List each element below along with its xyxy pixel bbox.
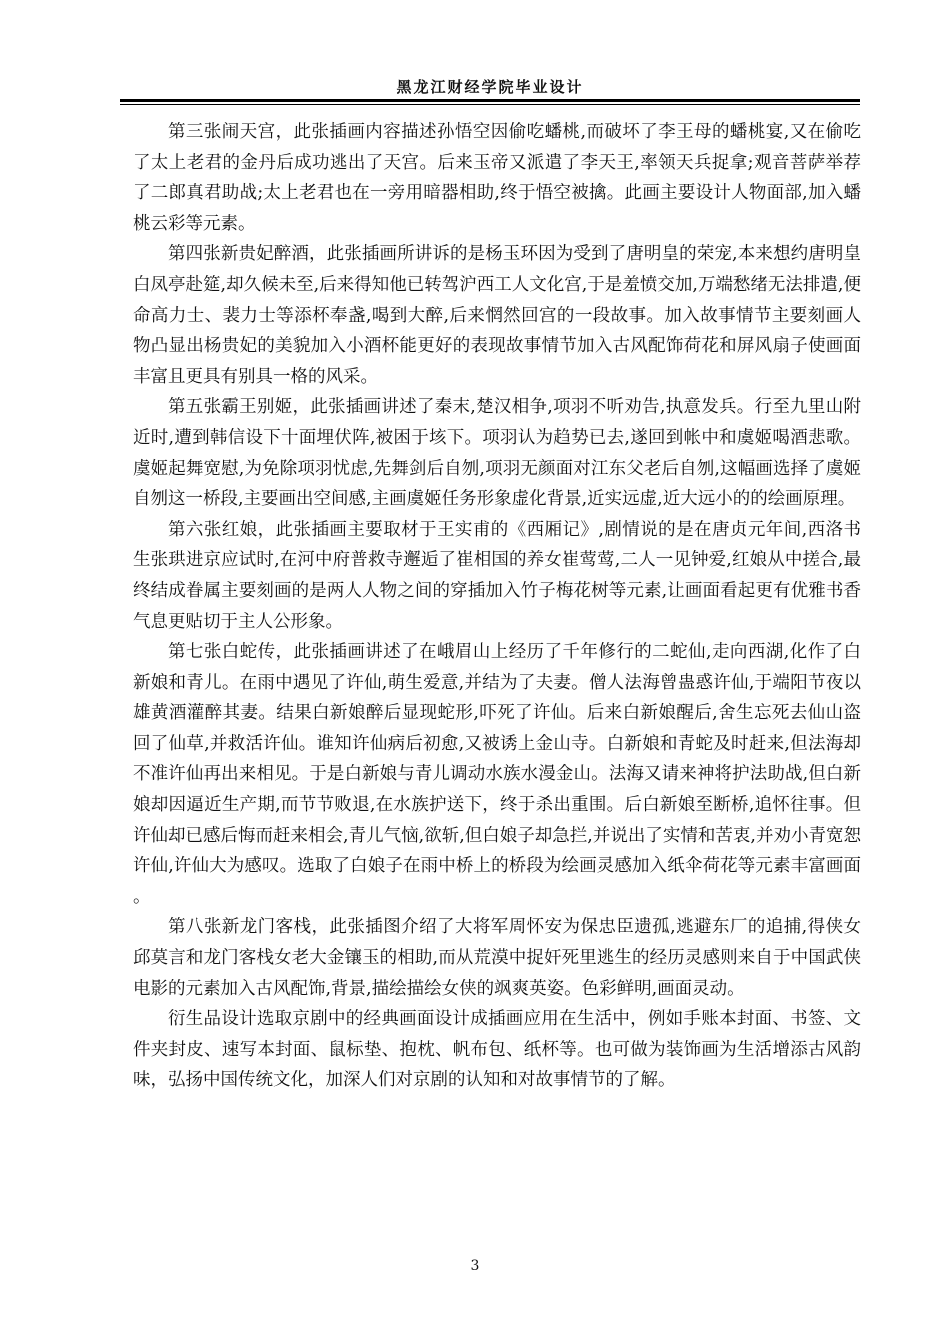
- paragraph-sixth-illustration: 第六张红娘，此张插画主要取材于王实甫的《西厢记》,剧情说的是在唐贞元年间,西洛书生张珙进京应试时,在河中府普救寺邂逅了崔相国的养女崔莺莺,二人一见钟爱,红娘从中搓合,最终结成眷属主要刻画的是两人人物之间的穿插加入竹子梅花树等元素,让画面看起更有优雅书香气息更贴切于主人公形象。: [133, 519, 861, 632]
- page-number: 3: [470, 1258, 480, 1274]
- paragraph-seventh-illustration: 第七张白蛇传，此张插画讲述了在峨眉山上经历了千年修行的二蛇仙,走向西湖,化作了白新娘和青儿。在雨中遇见了许仙,萌生爱意,并结为了夫妻。僧人法海曾蛊惑许仙,于端阳节夜以雄黄酒灌醉其妻。结果白新娘醉后显现蛇形,吓死了许仙。后来白新娘醒后,舍生忘死去仙山盗回了仙草,并救活许仙。谁知许仙病后初愈,又被诱上金山寺。白新娘和青蛇及时赶来,但法海却不准许仙再出来相见。于是白新娘与青儿调动水族水漫金山。法海又请来神将护法助战,但白新娘却因逼近生产期,而节节败退,在水族护送下，终于杀出重围。后白新娘至断桥,追怀往事。但许仙却已感后悔而赶来相会,青儿气恼,欲斩,但白娘子却急拦,并说出了实情和苦衷,并劝小青宽恕许仙,许仙大为感叹。选取了白娘子在雨中桥上的桥段为绘画灵感加入纸伞荷花等元素丰富画面。: [133, 642, 861, 907]
- paragraph-fourth-illustration: 第四张新贵妃醉酒，此张插画所讲诉的是杨玉环因为受到了唐明皇的荣宠,本来想约唐明皇白凤亭赴筵,却久候未至,后来得知他已转驾沪西工人文化宫,于是羞愤交加,万端愁绪无法排遣,便命高力士、裴力士等添杯奉盏,喝到大醉,后来惘然回宫的一段故事。加入故事情节主要刻画人物凸显出杨贵妃的美貌加入小酒杯能更好的表现故事情节加入古风配饰荷花和屏风扇子使画面丰富且更具有别具一格的风采。: [133, 244, 861, 387]
- paragraph-third-illustration: 第三张闹天宫，此张插画内容描述孙悟空因偷吃蟠桃,而破坏了李王母的蟠桃宴,又在偷吃了太上老君的金丹后成功逃出了天宫。后来玉帝又派遣了李天王,率领天兵捉拿;观音菩萨举荐了二郎真君助战;太上老君也在一旁用暗器相助,终于悟空被擒。此画主要设计人物面部,加入蟠桃云彩等元素。: [133, 122, 861, 234]
- body-text: [133, 117, 861, 1096]
- paragraph-fifth-illustration: 第五张霸王别姬，此张插画讲述了秦末,楚汉相争,项羽不听劝告,执意发兵。行至九里山附近时,遭到韩信设下十面埋伏阵,被困于垓下。项羽认为趋势已去,遂回到帐中和虞姬喝酒悲歌。虞姬起舞宽慰,为免除项羽忧虑,先舞剑后自刎,项羽无颜面对江东父老后自刎,这幅画选择了虞姬自刎这一桥段,主要画出空间感,主画虞姬任务形象虚化背景,近实远虚,近大远小的的绘画原理。: [133, 397, 861, 510]
- paragraph-eighth-illustration: 第八张新龙门客栈，此张插图介绍了大将军周怀安为保忠臣遗孤,逃避东厂的追捕,得侠女邱莫言和龙门客栈女老大金镶玉的相助,而从荒漠中捉奸死里逃生的经历灵感则来自于中国武侠电影的元素加入古风配饰,背景,描绘描绘女侠的飒爽英姿。色彩鲜明,画面灵动。: [133, 917, 861, 999]
- page-header-title: 黑龙江财经学院毕业设计: [396, 78, 584, 96]
- header-rule-thin: [120, 104, 860, 105]
- header-rule-thick: [120, 99, 860, 102]
- paragraph-derivative-products: 衍生品设计选取京剧中的经典画面设计成插画应用在生活中，例如手账本封面、书签、文件夹封皮、速写本封面、鼠标垫、抱枕、帆布包、纸杯等。也可做为装饰画为生活增添古风韵味，弘扬中国传统文化，加深人们对京剧的认知和对故事情节的了解。: [133, 1009, 861, 1091]
